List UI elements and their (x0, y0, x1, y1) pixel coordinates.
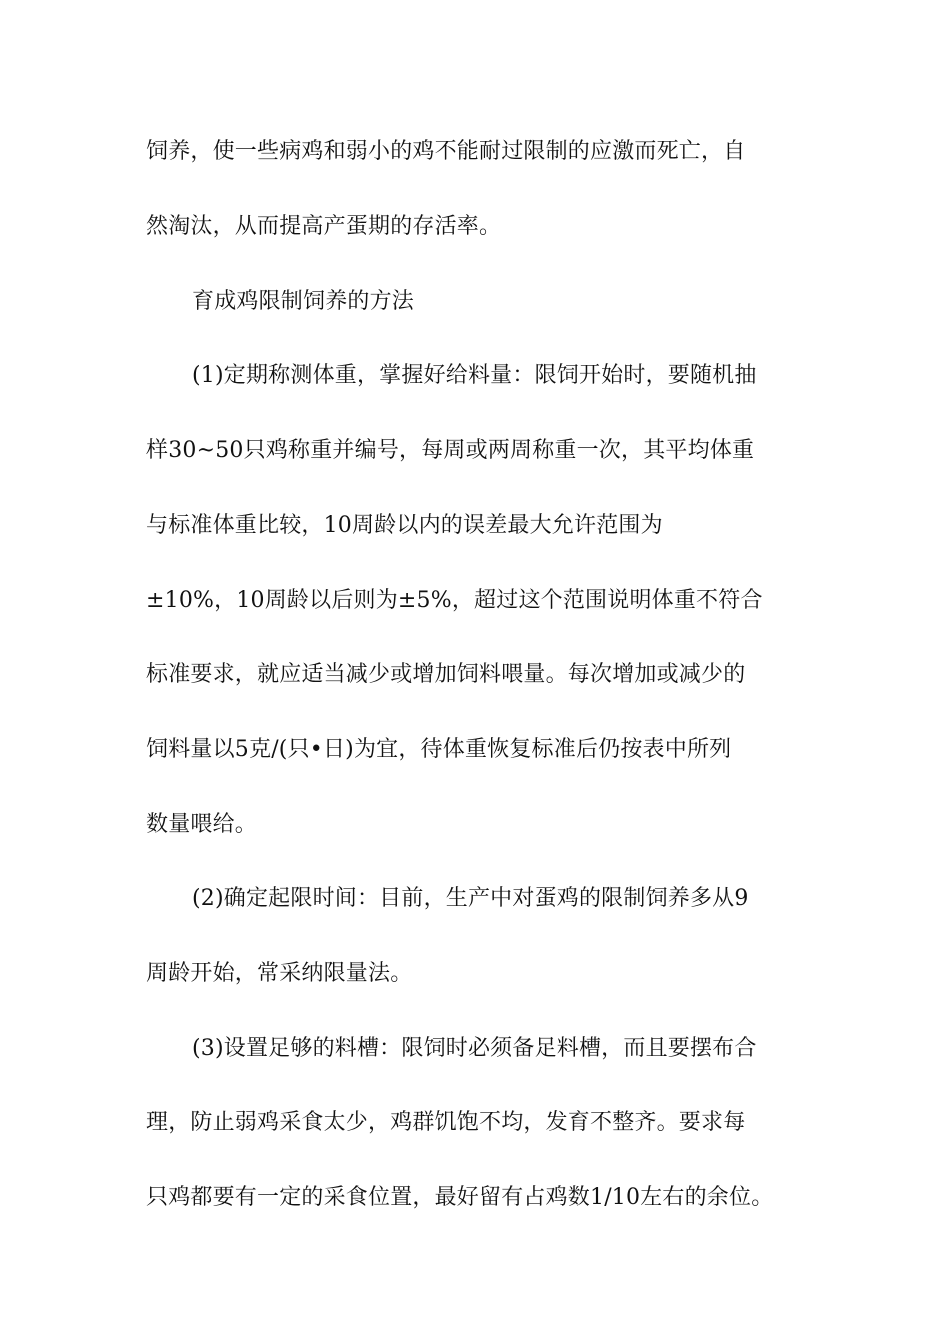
text-line-10: 数量喂给。 (146, 812, 258, 837)
text-line-8: 标准要求，就应适当减少或增加饲料喂量。每次增加或减少的 (146, 662, 746, 687)
text-line-15: 只鸡都要有一定的采食位置，最好留有占鸡数1/10左右的余位。 (146, 1185, 774, 1210)
text-line-6: 与标准体重比较，10周龄以内的误差最大允许范围为 (146, 513, 663, 538)
text-line-13: (3)设置足够的料槽：限饲时必须备足料槽，而且要摆布合 (192, 1036, 757, 1061)
text-line-1: 饲养，使一些病鸡和弱小的鸡不能耐过限制的应激而死亡，自 (146, 139, 746, 164)
text-line-9: 饲料量以5克/(只•日)为宜，待体重恢复标准后仍按表中所列 (146, 737, 732, 762)
text-line-2: 然淘汰，从而提高产蛋期的存活率。 (146, 214, 502, 239)
section-heading: 育成鸡限制饲养的方法 (192, 289, 415, 314)
text-line-7: ±10%，10周龄以后则为±5%，超过这个范围说明体重不符合 (146, 588, 763, 613)
text-line-5: 样30~50只鸡称重并编号，每周或两周称重一次，其平均体重 (146, 438, 755, 463)
text-line-14: 理，防止弱鸡采食太少，鸡群饥饱不均，发育不整齐。要求每 (146, 1110, 746, 1135)
text-line-4: (1)定期称测体重，掌握好给料量：限饲开始时，要随机抽 (192, 363, 757, 388)
text-line-11: (2)确定起限时间：目前，生产中对蛋鸡的限制饲养多从9 (192, 886, 749, 911)
text-line-12: 周龄开始，常采纳限量法。 (146, 961, 413, 986)
